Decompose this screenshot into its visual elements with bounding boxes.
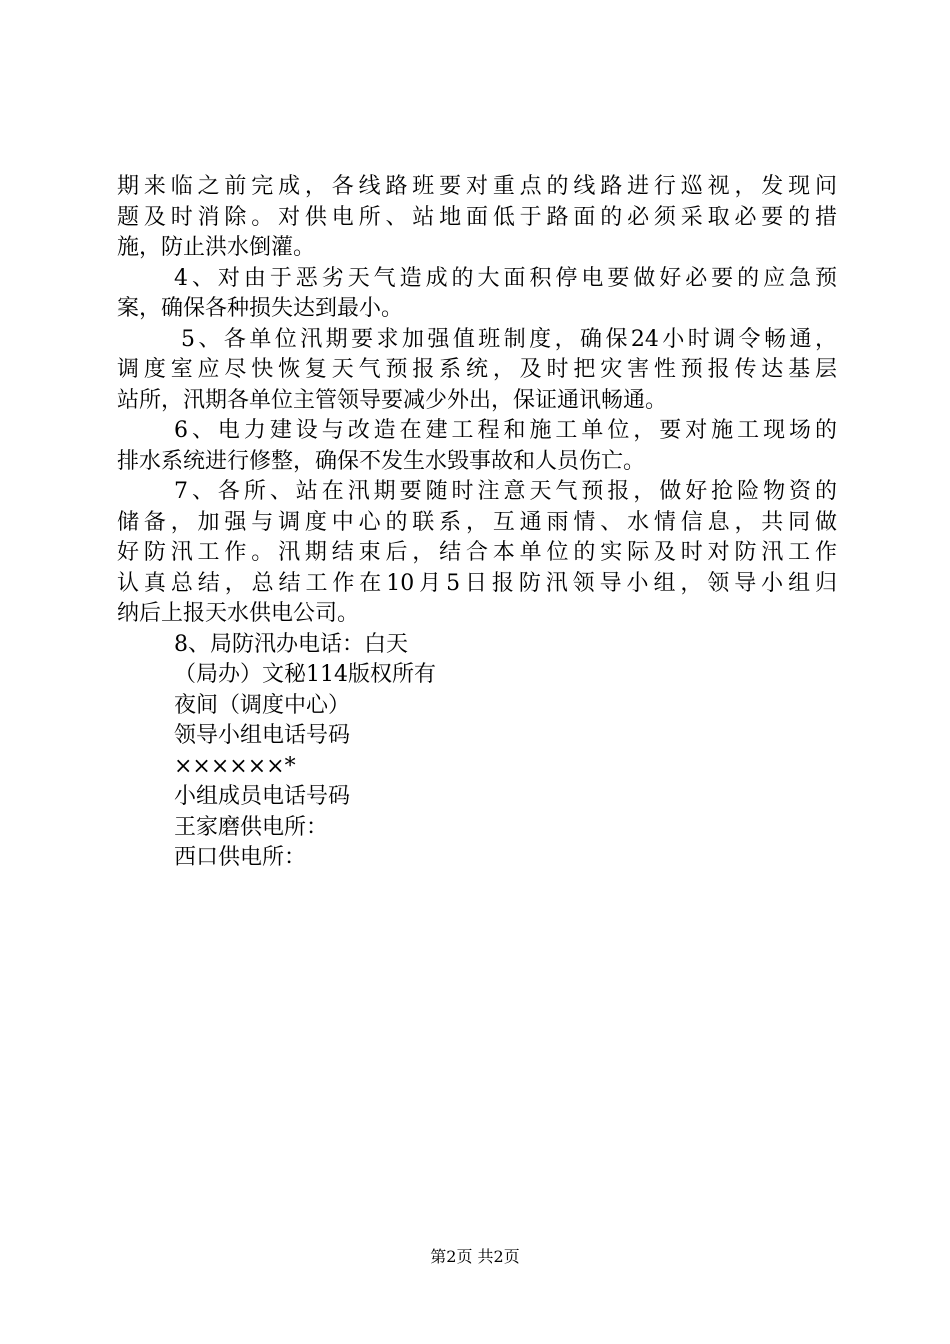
contact-line-office: （局办）文秘114版权所有 <box>174 662 436 687</box>
contact-line-members: 小组成员电话号码 <box>174 784 351 809</box>
page-number: 第2页 共2页 <box>430 1247 520 1266</box>
text-line: 施，防止洪水倒灌。 <box>117 235 316 260</box>
contact-line-night: 夜间（调度中心） <box>174 692 351 718</box>
text-line: 期来临之前完成，各线路班要对重点的线路进行巡视，发现问 <box>117 174 837 199</box>
text-line: 排水系统进行修整，确保不发生水毁事故和人员伤亡。 <box>117 448 646 474</box>
text-line: 站所，汛期各单位主管领导要减少外出，保证通讯畅通。 <box>117 387 668 413</box>
page-footer <box>0 1244 950 1267</box>
paragraph-item-4: 4、对由于恶劣天气造成的大面积停电要做好必要的应急预 <box>174 265 837 291</box>
text-line: 储备，加强与调度中心的联系，互通雨情、水情信息，共同做 <box>117 509 837 535</box>
text-line: 调度室应尽快恢复天气预报系统，及时把灾害性预报传达基层 <box>117 357 837 382</box>
contact-line-phone-day: 8、局防汛办电话：白天 <box>174 631 408 657</box>
text-line: 认真总结，总结工作在10月5日报防汛领导小组，领导小组归 <box>117 570 837 596</box>
contact-line-masked-number: ××××××* <box>174 753 296 779</box>
paragraph-item-6: 6、电力建设与改造在建工程和施工单位，要对施工现场的 <box>174 418 837 443</box>
document-body <box>117 172 837 874</box>
contact-line-xikou: 西口供电所： <box>174 845 307 870</box>
text-line: 纳后上报天水供电公司。 <box>117 601 360 626</box>
text-line: 好防汛工作。汛期结束后，结合本单位的实际及时对防汛工作 <box>117 540 837 565</box>
paragraph-item-5: 5、各单位汛期要求加强值班制度，确保24小时调令畅通， <box>181 326 837 352</box>
contact-line-wangjiamo: 王家磨供电所： <box>174 814 329 840</box>
text-line: 题及时消除。对供电所、站地面低于路面的必须采取必要的措 <box>117 204 837 230</box>
contact-line-leaders: 领导小组电话号码 <box>174 723 351 748</box>
text-line: 案，确保各种损失达到最小。 <box>117 296 404 321</box>
paragraph-item-7: 7、各所、站在汛期要随时注意天气预报，做好抢险物资的 <box>174 479 837 504</box>
